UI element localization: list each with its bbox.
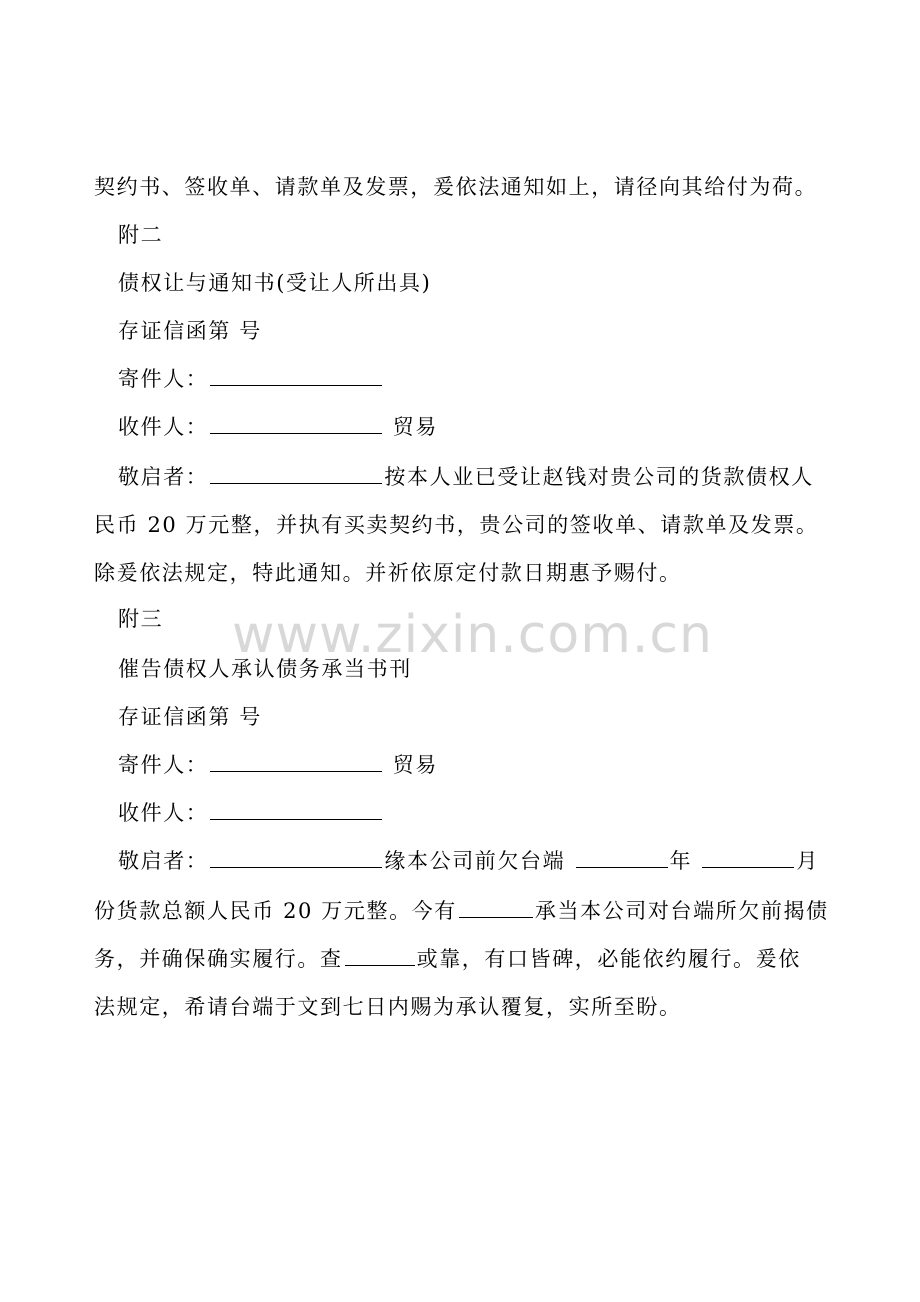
reference-blank [345,945,415,966]
month-label: 月 [796,849,819,873]
month-blank [702,847,794,868]
annex2-heading: 附二 [118,223,164,247]
year-blank [576,847,668,868]
greeting-blank [210,463,382,484]
annex3-cert-number: 存证信函第 号 [118,705,262,729]
annex2-body-line: 民币 20 万元整，并执有买卖契约书，贵公司的签收单、请款单及发票。 [94,513,819,537]
recipient-blank [210,413,382,434]
body-text: 务，并确保确实履行。查 [94,947,343,971]
annex2-sender-row [118,364,858,394]
annex2-recipient-row [118,412,858,442]
body-text: 承当本公司对台端所欠前揭债 [534,899,829,923]
recipient-label: 收件人： [118,801,209,825]
greeting-label: 敬启者： [118,849,209,873]
greeting-blank [210,847,382,868]
body-text: 份货款总额人民币 20 万元整。今有 [94,899,457,923]
annex3-body-line [94,944,834,974]
recipient-blank [210,799,382,820]
annex2-title: 债权让与通知书(受让人所出具) [118,271,432,295]
annex3-recipient-row [118,798,858,828]
greeting-label: 敬启者： [118,465,209,489]
sender-label: 寄件人： [118,753,209,777]
greeting-text: 按本人业已受让赵钱对贵公司的货款债权人 [384,465,814,489]
sender-blank [210,751,382,772]
watermark: www.zixin.com.cn [232,605,713,665]
sender-label: 寄件人： [118,367,209,391]
recipient-label: 收件人： [118,415,209,439]
annex3-greeting-row [118,846,858,876]
annex2-cert-number: 存证信函第 号 [118,319,262,343]
annex3-heading: 附三 [118,607,164,631]
annex3-body-line: 法规定，希请台端于文到七日内赐为承认覆复，实所至盼。 [94,995,682,1019]
greeting-text: 缘本公司前欠台端 [384,849,566,873]
sender-blank [210,365,382,386]
annex2-body-line: 除爰依法规定，特此通知。并祈依原定付款日期惠予赐付。 [94,561,682,585]
paragraph-line: 契约书、签收单、请款单及发票，爰依法通知如上，请径向其给付为荷。 [94,175,818,199]
annex2-greeting-row [118,462,858,492]
annex3-title: 催告债权人承认债务承当书刊 [118,657,412,681]
sender-suffix: 贸易 [392,753,438,777]
year-label: 年 [669,849,693,873]
assignee-blank [459,897,533,918]
annex3-body-line [94,896,834,926]
annex3-sender-row [118,750,858,780]
body-text: 或靠，有口皆碑，必能依约履行。爰依 [416,947,801,971]
recipient-suffix: 贸易 [392,415,438,439]
